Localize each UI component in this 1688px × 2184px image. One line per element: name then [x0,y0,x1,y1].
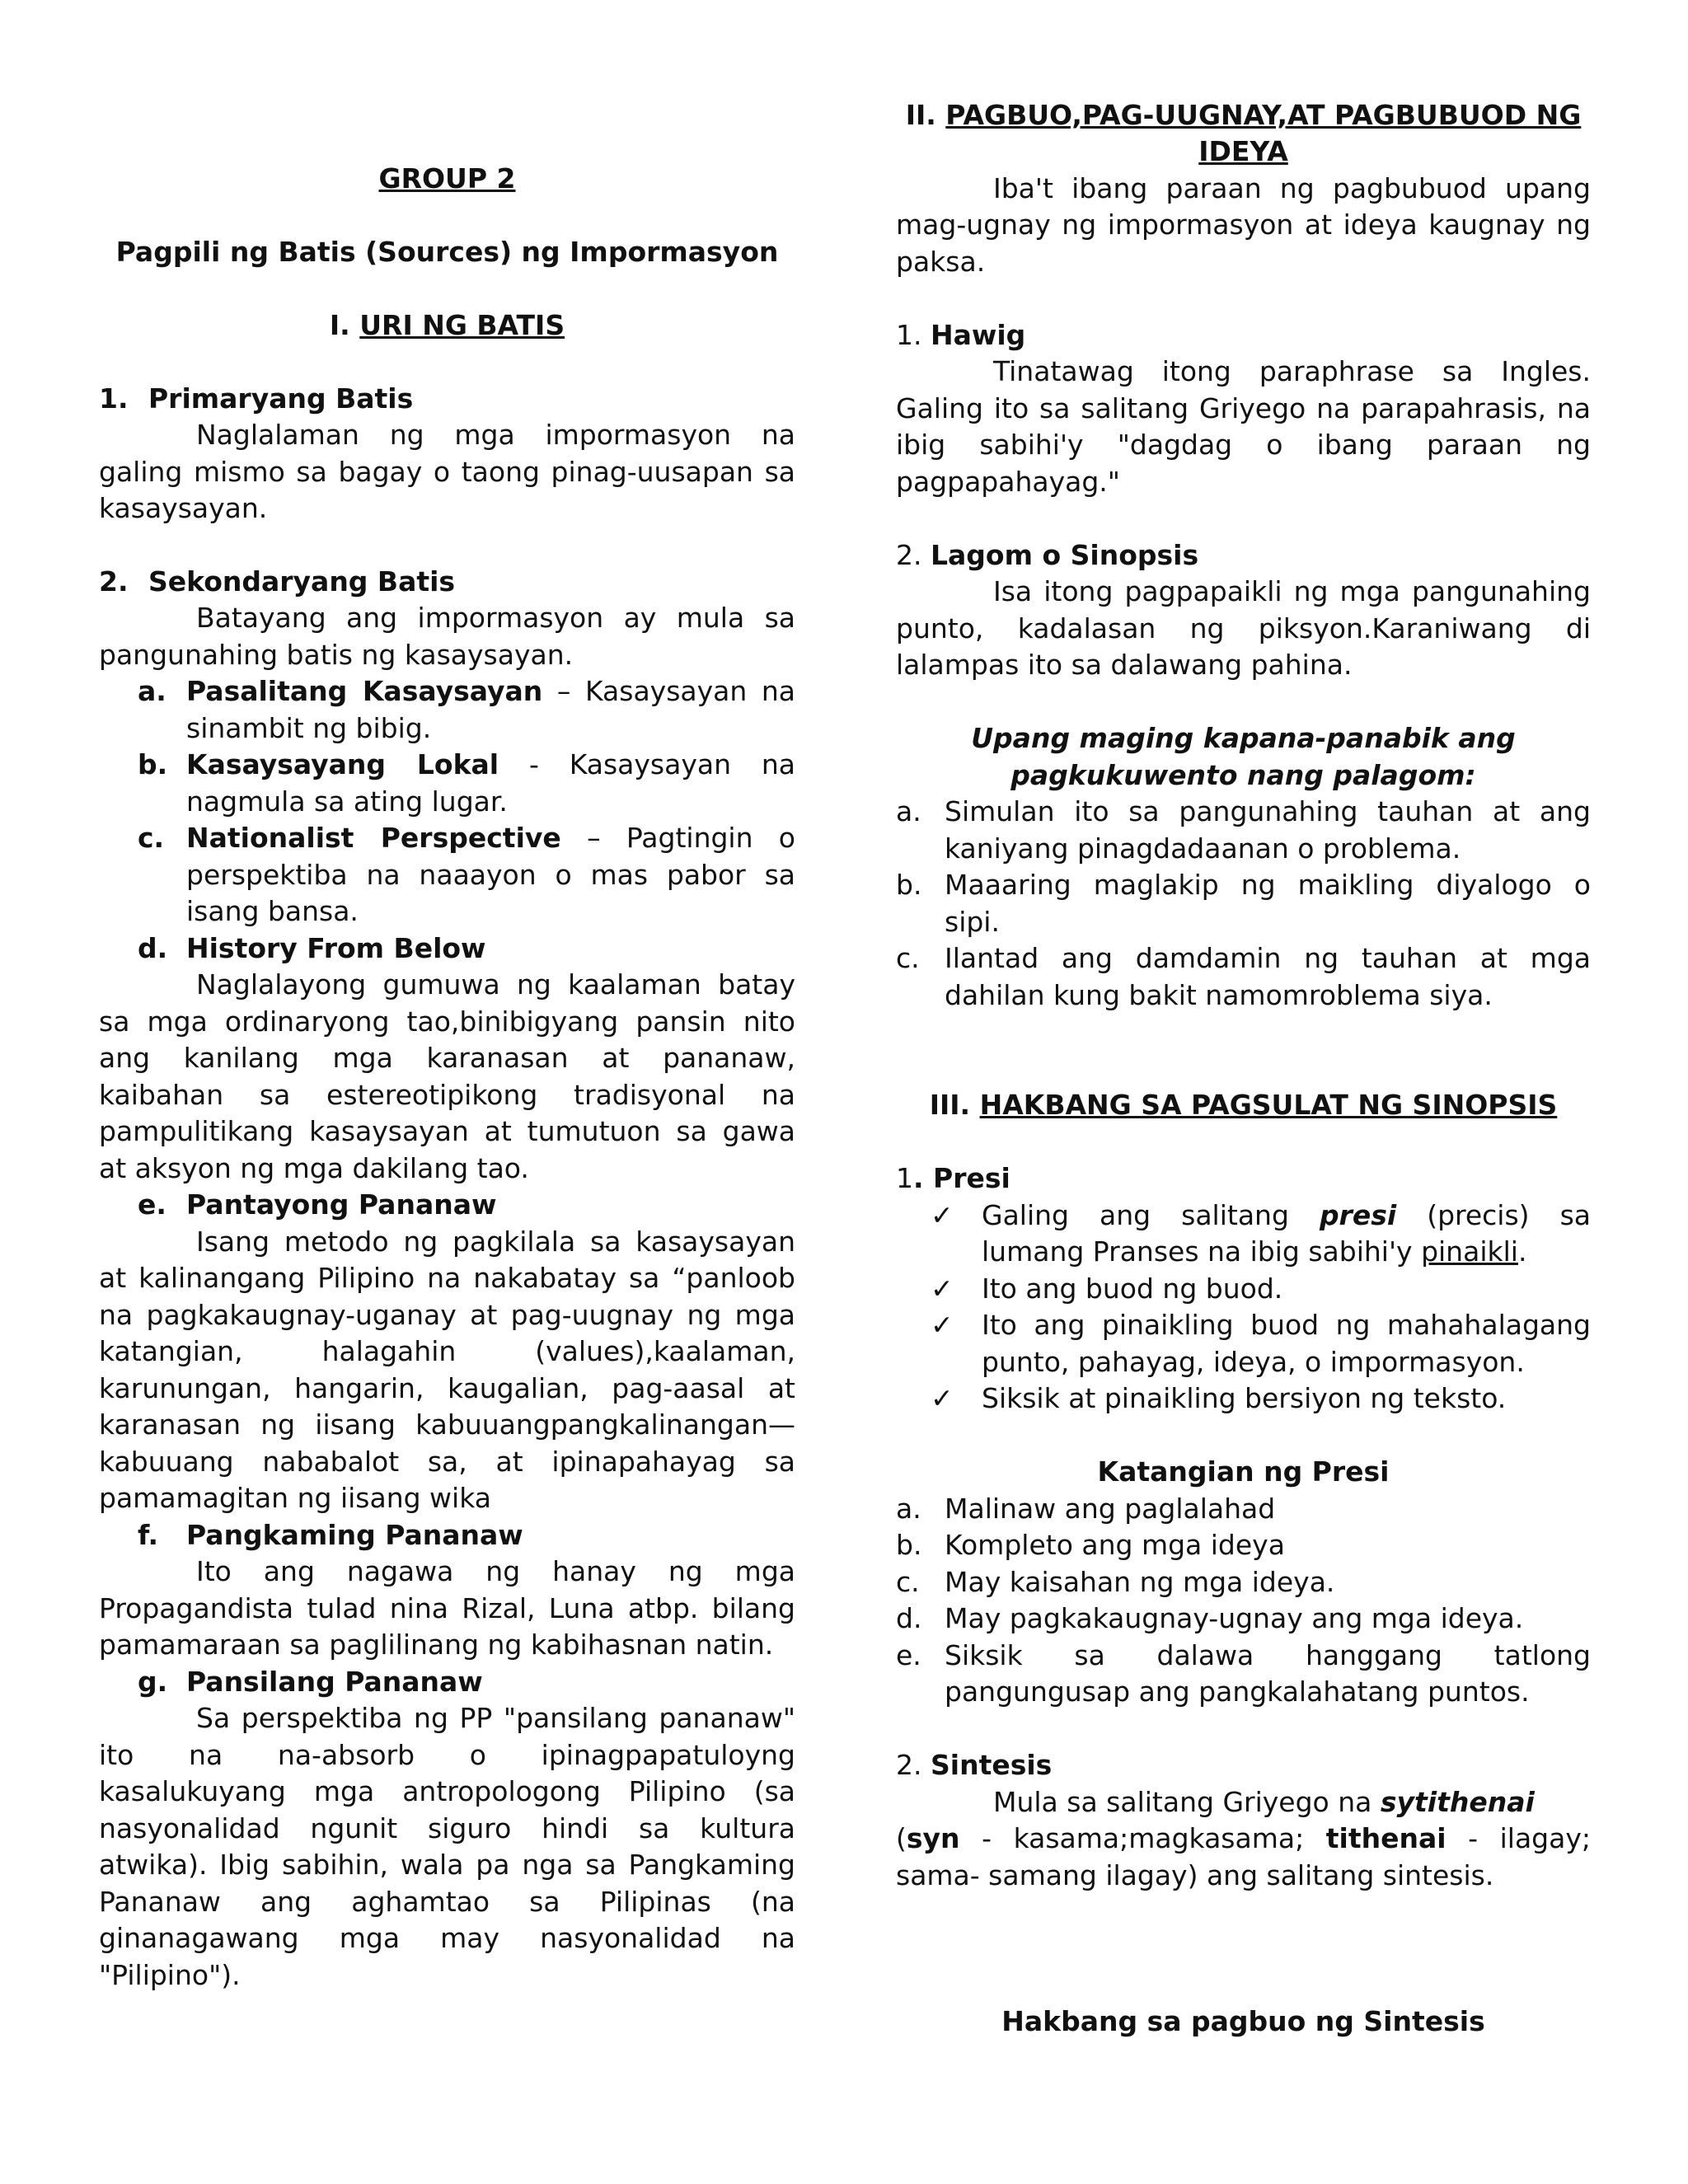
item-text: Mula sa salitang Griyego na [993,1786,1381,1818]
item-text: - Kasaysayan na [499,748,795,780]
item-marker: g. [138,1666,168,1698]
paragraph-line: ibig sabihi'y "dagdag o ibang paraan ng [896,429,1591,461]
item-title: Lagom o Sinopsis [931,539,1199,571]
paragraph-line: sinambit ng bibig. [186,712,432,744]
item-number: 1 [896,1162,913,1194]
list-item-sintesis [896,1747,1591,1784]
item-marker: a. [896,795,921,827]
document-subtitle: Pagpili ng Batis (Sources) ng Impormasyon [115,236,779,268]
section-number: II. [905,99,936,131]
paragraph-line: Isang metodo ng pagkilala sa kasaysayan [196,1226,795,1258]
paragraph-line: karanasan ng iisang kabuuangpangkalinangan— [99,1408,795,1441]
item-title: Kasaysayang Lokal [186,748,499,780]
paragraph-line: kabuuang nababalot sa, at ipinapahayag sa [99,1446,795,1478]
check-icon: ✓ [931,1199,954,1231]
item-text: lumang Pranses na ibig sabihi'y [982,1235,1422,1268]
item-text: - kasama;magkasama; [959,1822,1326,1854]
paragraph-line: Pananaw ang aghamtao sa Pilipinas (na [99,1886,795,1918]
item-title: Nationalist Perspective [186,822,561,854]
item-title: Sintesis [931,1749,1053,1781]
list-item-lagom [896,537,1591,574]
list-item-hawig [896,317,1591,354]
paragraph-line: Tinatawag itong paraphrase sa Ingles. [993,355,1591,387]
paragraph-line [982,1234,1591,1271]
section-title: URI NG BATIS [359,309,565,341]
check-icon: ✓ [931,1272,954,1305]
emphasis-term: sytithenai [1380,1786,1535,1818]
underlined-term: pinaikli [1421,1235,1518,1268]
item-text: Malinaw ang paglalahad [945,1493,1276,1525]
paragraph-line: kasaysayan. [99,492,268,524]
item-marker: c. [138,822,165,854]
item-title: Primaryang Batis [148,382,414,415]
item-text: Maaaring maglakip ng maikling diyalogo o [945,869,1591,901]
paragraph-line: Sa perspektiba ng PP "pansilang pananaw" [196,1702,795,1734]
item-marker: d. [138,932,168,964]
paragraph-line: galing mismo sa bagay o taong pinag-uusapan sa [99,456,795,488]
check-icon: ✓ [931,1382,954,1414]
section-title: PAGBUO,PAG-UUGNAY,AT PAGBUBUOD NG [945,99,1582,131]
item-title: Pangkaming Pananaw [186,1519,523,1551]
paragraph-line: Ito ang nagawa ng hanay ng mga [196,1555,795,1587]
paragraph-line: pamamagitan ng iisang wika [99,1482,491,1514]
paragraph-line: ito na na-absorb o ipinagpapatuloyng [99,1739,795,1771]
item-marker: a. [138,675,166,707]
section-number: III. [929,1089,971,1121]
item-text: . [1517,1235,1527,1268]
paragraph-line: karunungan, hangarin, kaugalian, pag-aasal at [99,1372,795,1404]
item-marker: d. [896,1602,922,1634]
item-number: 2. [896,1749,922,1781]
paragraph-line: sipi. [945,906,1000,938]
item-marker: a. [896,1493,921,1525]
paragraph-line: sama- samang ilagay) ang salitang sintesis. [896,1859,1494,1891]
item-text: Galing ang salitang [982,1199,1320,1231]
section-title: HAKBANG SA PAGSULAT NG SINOPSIS [979,1089,1558,1121]
paragraph-line: lalampas ito sa dalawang pahina. [896,649,1353,681]
item-title: Pansilang Pananaw [186,1666,483,1698]
paragraph-line: dahilan kung bakit namomroblema siya. [945,979,1493,1011]
item-marker: f. [138,1519,159,1551]
item-number: 1. [99,382,129,415]
item-number: 2. [896,539,922,571]
paragraph-line: pangungusap ang pangkalahatang puntos. [945,1675,1530,1708]
emphasis-term: tithenai [1325,1822,1447,1854]
paragraph-line: katangian, halagahin (values),kaalaman, [99,1335,795,1367]
section-heading-hakbang [896,1087,1591,1124]
paragraph-line: kaibahan sa estereotipikong tradisyonal na [99,1079,795,1111]
subheading-upang-continued: pagkukuwento nang palagom: [1010,759,1476,791]
list-item-presi [896,1160,1591,1197]
paragraph-line: Propagandista tulad nina Rizal, Luna atbp. bilang [99,1592,795,1624]
item-text: Ito ang buod ng buod. [982,1272,1283,1305]
item-title: Sekondaryang Batis [148,565,456,598]
item-text: (precis) sa [1396,1199,1591,1231]
item-text: ( [896,1822,907,1854]
paragraph-line: kaniyang pinagdadaanan o problema. [945,832,1461,865]
subheading-upang: Upang maging kapana-panabik ang [971,722,1516,754]
item-title: History From Below [186,932,486,964]
paragraph-line: mag-ugnay ng impormasyon at ideya kaugnay ng [896,209,1591,241]
section-number: I. [329,309,350,341]
paragraph-line: Naglalayong gumuwa ng kaalaman batay [196,968,795,1001]
section-heading-uri-ng-batis [99,307,795,344]
paragraph-line: punto, pahayag, ideya, o impormasyon. [982,1346,1525,1378]
item-title: . Presi [913,1162,1010,1194]
item-marker: b. [138,748,168,780]
item-text: – Pagtingin o [560,822,795,854]
paragraph-line: Iba't ibang paraan ng pagbubuod upang [993,172,1591,204]
paragraph-line: atwika). Ibig sabihin, wala pa nga sa Pangkaming [99,1849,795,1881]
paragraph-line [896,1821,1591,1858]
paragraph-line: pampulitikang kasaysayan at tumutuon sa gawa [99,1115,795,1147]
item-text: Kompleto ang mga ideya [945,1529,1285,1561]
item-number: 1. [896,319,922,351]
item-text: – Kasaysayan na [542,675,796,707]
paragraph-line: "Pilipino"). [99,1959,241,1991]
paragraph-line: at aksyon ng mga dakilang tao. [99,1152,529,1184]
paragraph-line: Isa itong pagpapaikli ng mga pangunahing [993,575,1591,607]
subheading-hakbang-sintesis: Hakbang sa pagbuo ng Sintesis [1001,2005,1485,2037]
item-marker: e. [138,1188,166,1221]
item-text: May kaisahan ng mga ideya. [945,1566,1335,1598]
check-icon: ✓ [931,1309,954,1341]
item-text: Simulan ito sa pangunahing tauhan at ang [945,795,1591,827]
emphasis-term: presi [1319,1199,1397,1231]
item-title: Hawig [931,319,1026,351]
paragraph-line: nasyonalidad ngunit siguro hindi sa kultura [99,1812,795,1844]
item-title: Pantayong Pananaw [186,1188,497,1221]
paragraph-line: sa mga ordinaryong tao,binibigyang pansin nito [99,1005,795,1038]
item-text: Ilantad ang damdamin ng tauhan at mga [945,942,1591,974]
item-title: Pasalitang Kasaysayan [186,675,543,707]
paragraph-line: ginanagawang mga may nasyonalidad na [99,1922,795,1954]
item-text: Siksik sa dalawa hanggang tatlong [945,1639,1591,1671]
emphasis-term: syn [906,1822,960,1854]
paragraph-line: Galing ito sa salitang Griyego na parapahrasis, na [896,392,1591,424]
item-text: - ilagay; [1446,1822,1591,1854]
paragraph-line: paksa. [896,246,986,278]
paragraph-line: ang kanilang mga karanasan at pananaw, [99,1042,795,1074]
paragraph-line: nagmula sa ating lugar. [186,785,508,818]
section-heading-pagbuo [896,97,1591,134]
paragraph-line: Batayang ang impormasyon ay mula sa [196,602,795,634]
paragraph-line: isang bansa. [186,895,359,927]
item-number: 2. [99,565,129,598]
paragraph-line: pagpapahayag." [896,466,1120,498]
item-marker: b. [896,1529,922,1561]
paragraph-line: pangunahing batis ng kasaysayan. [99,639,574,671]
item-text: Siksik at pinaikling bersiyon ng teksto. [982,1382,1507,1414]
paragraph-line: Naglalaman ng mga impormasyon na [196,419,795,451]
paragraph-line: pamamaraan sa paglilinang ng kabihasnan natin. [99,1629,774,1661]
group-title: GROUP 2 [378,162,516,194]
item-text: Ito ang pinaikling buod ng mahahalagang [982,1309,1591,1341]
paragraph-line: at kalinangang Pilipino na nakabatay sa “panloob [99,1262,795,1294]
subheading-katangian: Katangian ng Presi [1097,1455,1390,1488]
item-marker: c. [896,942,920,974]
section-title-continued: IDEYA [1198,135,1288,167]
paragraph-line [896,1784,1591,1821]
paragraph-line: kasalukuyang mga antropologong Pilipino (sa [99,1775,795,1807]
item-marker: e. [896,1639,921,1671]
paragraph-line: punto, kadalasan ng piksyon.Karaniwang di [896,612,1591,644]
item-text: May pagkakaugnay-ugnay ang mga ideya. [945,1602,1524,1634]
paragraph-line: perspektiba na naaayon o mas pabor sa [186,859,795,891]
item-marker: c. [896,1566,920,1598]
item-marker: b. [896,869,922,901]
paragraph-line: na pagkakaugnay-uganay at pag-uugnay ng mga [99,1299,795,1331]
